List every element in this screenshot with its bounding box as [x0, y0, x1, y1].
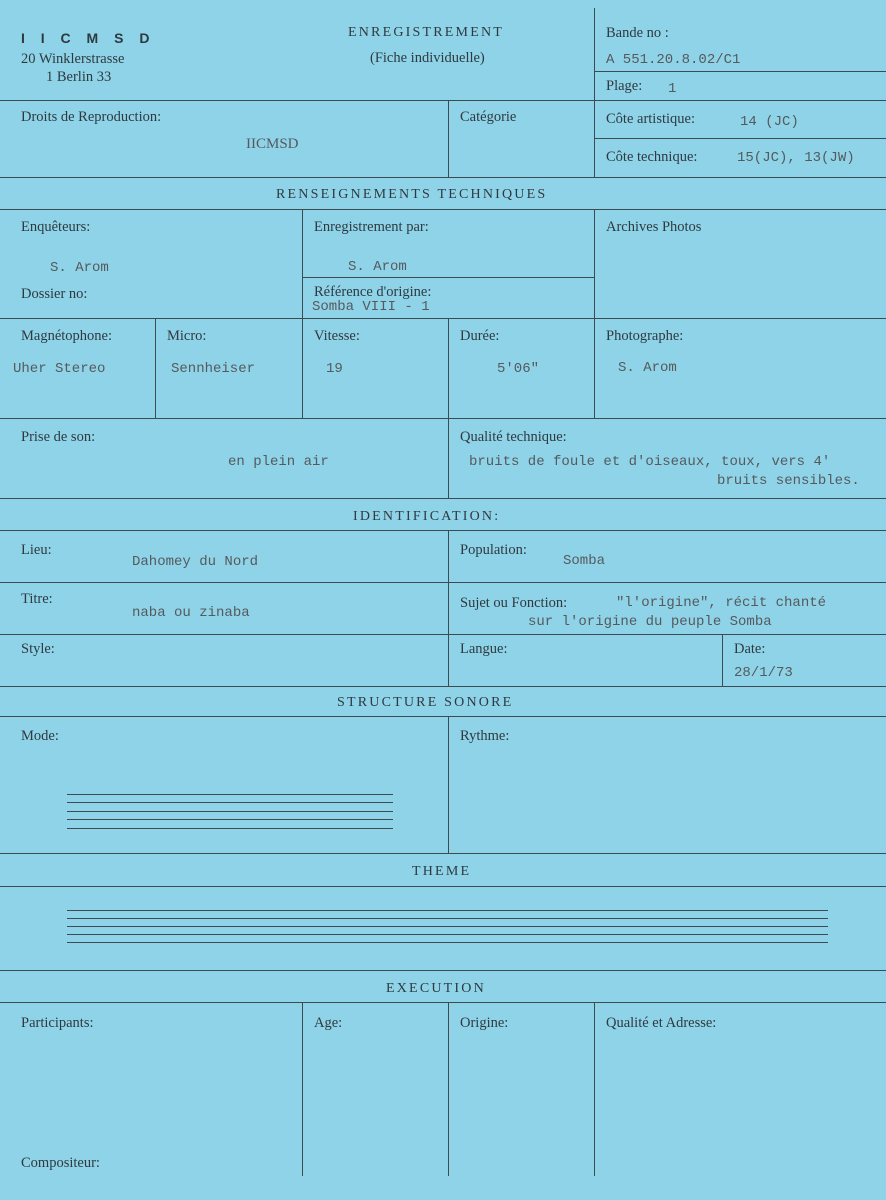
lieu-value: Dahomey du Nord	[132, 554, 259, 570]
origine-label: Origine:	[460, 1015, 509, 1031]
qualite-technique-label: Qualité technique:	[460, 429, 567, 445]
rule-prise-mid	[448, 418, 449, 498]
sujet-line1: "l'origine", récit chanté	[616, 595, 827, 611]
mode-staff-line	[67, 794, 393, 795]
rule-titre-bottom	[0, 634, 886, 635]
rule-enregistrement-reference	[302, 277, 594, 278]
rythme-label: Rythme:	[460, 728, 510, 744]
mode-staff-line	[67, 811, 393, 812]
rule-structure-mid	[448, 716, 449, 853]
rule-enquete-col3	[594, 209, 595, 318]
rule-exec-col1	[302, 1002, 303, 1176]
qualite-adresse-label: Qualité et Adresse:	[606, 1015, 717, 1031]
address-line1: 20 Winklerstrasse	[21, 51, 125, 67]
sujet-line2: sur l'origine du peuple Somba	[528, 614, 772, 630]
execution-heading: EXECUTION	[386, 981, 486, 996]
date-label: Date:	[734, 641, 766, 657]
langue-label: Langue:	[460, 641, 508, 657]
rule-equip-col4	[594, 318, 595, 418]
prise-de-son-label: Prise de son:	[21, 429, 96, 445]
vitesse-label: Vitesse:	[314, 328, 360, 344]
theme-staff-line	[67, 926, 828, 927]
vitesse-value: 19	[326, 361, 343, 377]
photographe-label: Photographe:	[606, 328, 684, 344]
theme-staff-line	[67, 910, 828, 911]
rule-bande-plage	[594, 71, 886, 72]
qualite-technique-line1: bruits de foule et d'oiseaux, toux, vers 4'	[469, 454, 831, 470]
archives-photos-label: Archives Photos	[606, 219, 702, 235]
theme-staff-line	[67, 918, 828, 919]
mode-staff-line	[67, 819, 393, 820]
mode-label: Mode:	[21, 728, 59, 744]
cote-technique-label: Côte technique:	[606, 149, 698, 165]
style-label: Style:	[21, 641, 55, 657]
bande-label: Bande no :	[606, 25, 669, 41]
rule-equip-col3	[448, 318, 449, 418]
rule-equip-col2	[302, 318, 303, 418]
categorie-label: Catégorie	[460, 109, 517, 125]
rule-ident-mid	[448, 530, 449, 686]
enregistrement-par-label: Enregistrement par:	[314, 219, 429, 235]
compositeur-label: Compositeur:	[21, 1155, 100, 1171]
rule-prise-bottom	[0, 498, 886, 499]
micro-label: Micro:	[167, 328, 207, 344]
participants-label: Participants:	[21, 1015, 94, 1031]
droits-value: IICMSD	[246, 136, 299, 152]
rule-structure-bottom	[0, 853, 886, 854]
address-line2: 1 Berlin 33	[46, 69, 112, 85]
rule-ident-heading-bottom	[0, 530, 886, 531]
enregistrement-par-value: S. Arom	[348, 259, 407, 275]
photographe-value: S. Arom	[618, 360, 677, 376]
lieu-label: Lieu:	[21, 542, 52, 558]
droits-label: Droits de Reproduction:	[21, 109, 162, 125]
sujet-label: Sujet ou Fonction:	[460, 595, 568, 611]
rule-exec-col3	[594, 1002, 595, 1176]
rule-structure-heading-bottom	[0, 716, 886, 717]
rule-style-bottom	[0, 686, 886, 687]
magnetophone-label: Magnétophone:	[21, 328, 113, 344]
form-title: ENREGISTREMENT	[348, 25, 505, 40]
theme-heading: THEME	[412, 864, 472, 879]
theme-staff-line	[67, 934, 828, 935]
rule-equip-col1	[155, 318, 156, 418]
org-name: I I C M S D	[21, 30, 156, 46]
reference-value: Somba VIII - 1	[312, 299, 430, 315]
rule-tech-heading-bottom	[0, 209, 886, 210]
rule-header-bottom	[0, 100, 886, 101]
titre-label: Titre:	[21, 591, 53, 607]
rule-rights-bottom	[0, 177, 886, 178]
form-subtitle: (Fiche individuelle)	[370, 50, 485, 66]
rule-equipment-top	[0, 318, 886, 319]
dossier-label: Dossier no:	[21, 286, 88, 302]
rule-header-right	[594, 8, 595, 100]
age-label: Age:	[314, 1015, 343, 1031]
rule-categorie-left	[448, 100, 449, 177]
population-value: Somba	[563, 553, 606, 569]
plage-value: 1	[668, 81, 677, 97]
rule-theme-heading-bottom	[0, 886, 886, 887]
prise-de-son-value: en plein air	[228, 454, 329, 470]
population-label: Population:	[460, 542, 527, 558]
mode-staff-line	[67, 802, 393, 803]
rule-cote	[594, 138, 886, 139]
rule-date-left	[722, 634, 723, 686]
rule-exec-col2	[448, 1002, 449, 1176]
structure-heading: STRUCTURE SONORE	[337, 695, 514, 710]
cote-technique-value: 15(JC), 13(JW)	[737, 150, 855, 166]
identification-heading: IDENTIFICATION:	[353, 509, 501, 524]
rule-execution-heading-bottom	[0, 1002, 886, 1003]
plage-label: Plage:	[606, 78, 643, 94]
titre-value: naba ou zinaba	[132, 605, 250, 621]
qualite-technique-line2: bruits sensibles.	[717, 473, 860, 489]
rule-theme-bottom	[0, 970, 886, 971]
date-value: 28/1/73	[734, 665, 793, 681]
cote-artistique-value: 14 (JC)	[740, 114, 799, 130]
rule-enquete-col2	[302, 209, 303, 318]
mode-staff-line	[67, 828, 393, 829]
rule-cote-left	[594, 100, 595, 177]
technique-heading: RENSEIGNEMENTS TECHNIQUES	[276, 187, 548, 202]
bande-value: A 551.20.8.02/C1	[606, 52, 741, 68]
theme-staff-line	[67, 942, 828, 943]
reference-label: Référence d'origine:	[314, 284, 432, 300]
rule-prise-top	[0, 418, 886, 419]
rule-lieu-bottom	[0, 582, 886, 583]
duree-label: Durée:	[460, 328, 500, 344]
magnetophone-value: Uher Stereo	[13, 361, 106, 377]
enqueteurs-label: Enquêteurs:	[21, 219, 91, 235]
enqueteurs-value: S. Arom	[50, 260, 109, 276]
cote-artistique-label: Côte artistique:	[606, 111, 695, 127]
duree-value: 5'06"	[497, 361, 540, 377]
micro-value: Sennheiser	[171, 361, 256, 377]
